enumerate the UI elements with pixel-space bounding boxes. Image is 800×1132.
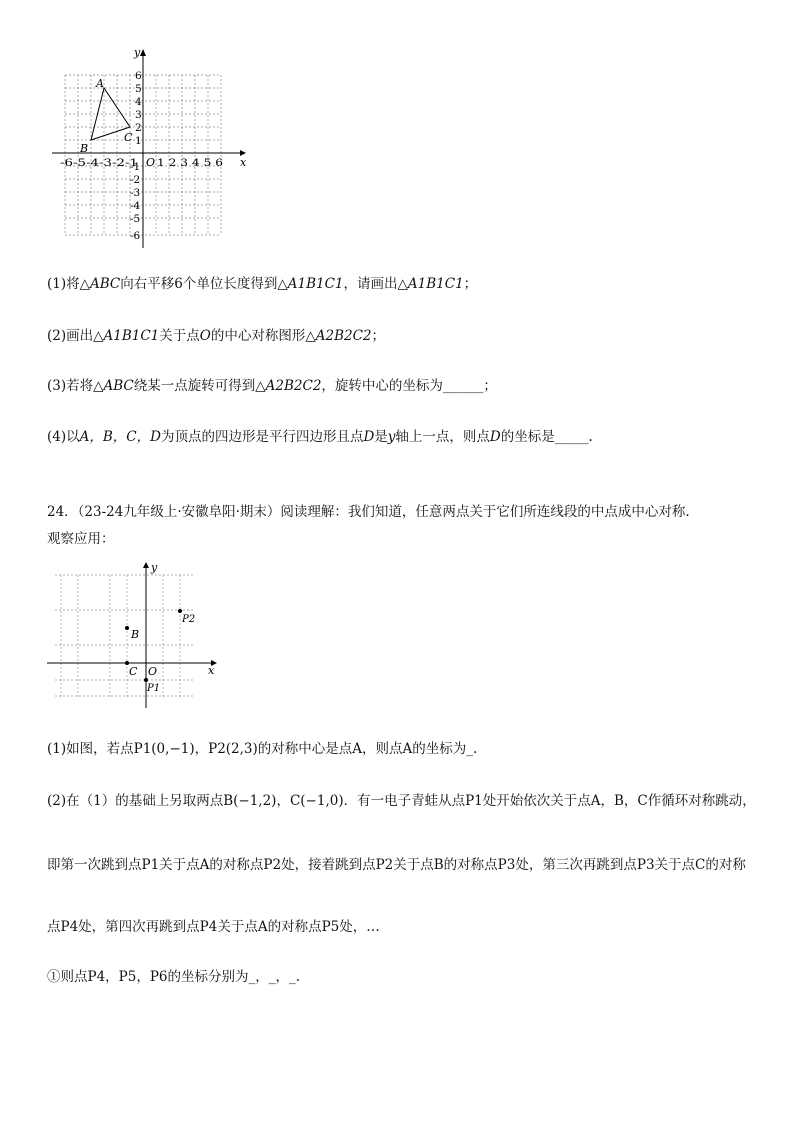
origin-label-2: O (148, 665, 158, 678)
point-p1 (144, 678, 148, 682)
grid2-lines (55, 575, 195, 698)
q23-part4: (4)以A，B，C，D为顶点的四边形是平行四边形且点D是y轴上一点，则点D的坐标是_____. (47, 429, 593, 445)
svg-text:1: 1 (135, 135, 142, 147)
q24-part2-line3: 点P4处，第四次再跳到点P4关于点A的对称点P5处，… (47, 919, 380, 935)
svg-text:-3: -3 (130, 187, 141, 199)
svg-text:-2: -2 (130, 174, 141, 186)
q24-part2-line2: 即第一次跳到点P1关于点A的对称点P2处，接着跳到点P2关于点B的对称点P3处，第三次再跳到点P3关于点C的对称 (47, 857, 746, 873)
q24-part2-line1: (2)在（1）的基础上另取两点B(−1,2)，C(−1,0)．有一电子青蛙从点P1处开始依次关于点A，B，C作循环对称跳动， (47, 793, 756, 809)
svg-text:-4: -4 (130, 200, 141, 212)
q24-intro: 24．（23-24九年级上·安徽阜阳·期末）阅读理解：我们知道，任意两点关于它们所连线段的中点成中心对称. (47, 504, 690, 520)
svg-text:-6: -6 (130, 230, 141, 242)
y-axis-label: y (134, 46, 141, 59)
label-b: B (131, 628, 140, 641)
vertex-b-label: B (80, 142, 89, 155)
svg-text:6: 6 (135, 70, 142, 82)
x-axis-label-2: x (208, 664, 215, 677)
x-pos-tick-labels: 1 2 3 4 5 6 (157, 157, 224, 169)
coordinate-grid-figure (40, 40, 260, 255)
point-p2 (178, 609, 182, 613)
label-p1: P1 (147, 683, 161, 694)
q24-observe-label: 观察应用： (47, 531, 115, 547)
vertex-c-label: C (124, 131, 133, 144)
jump-points-figure (45, 560, 225, 710)
vertex-a-label: A (96, 77, 104, 90)
svg-text:2: 2 (135, 122, 142, 134)
point-b (125, 626, 129, 630)
q23-part3: (3)若将△ABC绕某一点旋转可得到△A2B2C2，旋转中心的坐标为______； (47, 378, 497, 394)
label-p2: P2 (182, 614, 196, 625)
svg-text:5: 5 (135, 83, 142, 95)
svg-text:-1: -1 (130, 161, 141, 173)
svg-text:-5: -5 (130, 213, 141, 225)
svg-text:4: 4 (135, 96, 142, 108)
svg-text:3: 3 (135, 109, 142, 121)
origin-label: O (146, 156, 156, 169)
q23-part1: (1)将△ABC向右平移6个单位长度得到△A1B1C1，请画出△A1B1C1； (47, 276, 478, 292)
x-axis-label: x (240, 156, 247, 169)
q24-part3: ①则点P4，P5，P6的坐标分别为_，_，_. (47, 969, 301, 985)
q23-part2: (2)画出△A1B1C1关于点O的中心对称图形△A2B2C2； (47, 328, 386, 344)
y-tick-labels (130, 70, 142, 242)
x-neg-tick-labels: -6-5-4-3-2-1 (60, 157, 138, 169)
y-axis-label-2: y (151, 561, 158, 574)
q24-part1: (1)如图，若点P1(0,−1)，P2(2,3)的对称中心是点A，则点A的坐标为_. (47, 741, 478, 757)
label-c: C (129, 665, 138, 678)
y-axis-arrow-2 (143, 562, 149, 568)
y-axis-arrow (140, 49, 146, 56)
